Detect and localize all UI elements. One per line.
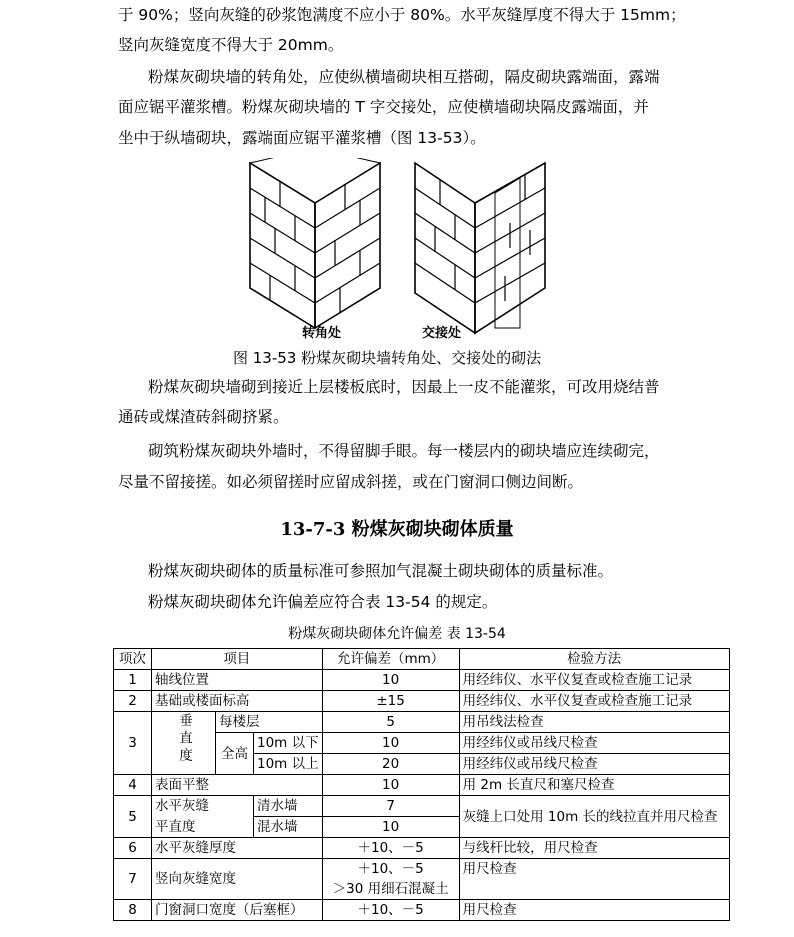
wall-figure — [240, 158, 560, 343]
row-value: 5 — [322, 712, 459, 733]
table-row — [114, 775, 730, 796]
table-header-row — [114, 649, 730, 670]
row-method: 用经纬仪或吊线尺检查 — [459, 754, 729, 775]
section-title: 13-7-3 粉煤灰砌块砌体质量 — [280, 519, 514, 540]
row-subitem: 每楼层 — [216, 712, 323, 733]
row-method: 灰缝上口处用 10m 长的线拉直并用尺检查 — [459, 796, 729, 838]
row-value: ＋10、－5 — [322, 859, 459, 880]
table-row — [114, 900, 730, 921]
table-caption: 粉煤灰砌块砌体允许偏差 表 13-54 — [288, 626, 506, 642]
table-row — [114, 670, 730, 691]
row-no: 7 — [114, 859, 152, 900]
para-line: 坐中于纵墙砌块，露端面应锯平灌浆槽（图 13-53）。 — [118, 129, 486, 147]
figure-label-junction: 交接处 — [422, 326, 462, 341]
row-subitem: 10m 以下 — [254, 733, 323, 754]
row-method: 用吊线法检查 — [459, 712, 729, 733]
figure-caption: 图 13-53 粉煤灰砌块墙转角处、交接处的砌法 — [233, 349, 542, 367]
masonry-illustration — [240, 158, 560, 343]
row-item: 表面平整 — [152, 775, 323, 796]
header-cell: 项目 — [152, 649, 323, 670]
row-subitem: 10m 以上 — [254, 754, 323, 775]
row-value: ±15 — [322, 691, 459, 712]
row-item: 竖向灰缝宽度 — [152, 859, 323, 900]
tolerance-table — [113, 648, 730, 921]
row-method: 用 2m 长直尺和塞尺检查 — [459, 775, 729, 796]
row-group: 水平灰缝 — [152, 796, 254, 817]
row-subgroup: 全高 — [216, 733, 254, 775]
row-group: 平直度 — [152, 817, 254, 838]
header-cell: 检验方法 — [459, 649, 729, 670]
row-subitem: 清水墙 — [254, 796, 323, 817]
row-item: 水平灰缝厚度 — [152, 838, 323, 859]
para-line: 粉煤灰砌块砌体允许偏差应符合表 13-54 的规定。 — [148, 593, 498, 611]
row-no: 1 — [114, 670, 152, 691]
row-item: 基础或楼面标高 — [152, 691, 323, 712]
table-row — [114, 796, 730, 817]
row-method: 用尺检查 — [459, 900, 729, 921]
row-value: 7 — [322, 796, 459, 817]
row-item: 门窗洞口宽度（后塞框） — [152, 900, 323, 921]
group-label: 垂直度 — [176, 713, 192, 766]
table-row — [114, 838, 730, 859]
para-line: 通砖或煤渣砖斜砌挤紧。 — [118, 408, 289, 426]
row-value: 10 — [322, 817, 459, 838]
row-value: 20 — [322, 754, 459, 775]
row-no: 4 — [114, 775, 152, 796]
row-value: ＋10、－5 — [322, 900, 459, 921]
row-no: 8 — [114, 900, 152, 921]
figure-label-corner: 转角处 — [302, 326, 342, 341]
header-cell: 项次 — [114, 649, 152, 670]
header-cell: 允许偏差（mm） — [322, 649, 459, 670]
table-row — [114, 859, 730, 880]
para-line: 粉煤灰砌块墙砌到接近上层楼板底时，因最上一皮不能灌浆，可改用烧结普 — [148, 378, 660, 396]
row-value: 10 — [322, 670, 459, 691]
row-no: 5 — [114, 796, 152, 838]
row-item: 轴线位置 — [152, 670, 323, 691]
row-method: 用尺检查 — [459, 859, 729, 900]
para-line: 竖向灰缝宽度不得大于 20mm。 — [118, 36, 344, 54]
row-value: 10 — [322, 733, 459, 754]
row-value: ＋10、－5 — [322, 838, 459, 859]
row-no: 6 — [114, 838, 152, 859]
para-line: 面应锯平灌浆槽。粉煤灰砌块墙的 T 字交接处，应使横墙砌块隔皮露端面，并 — [118, 98, 649, 116]
para-line: 粉煤灰砌块墙的转角处，应使纵横墙砌块相互搭砌，隔皮砌块露端面，露端 — [148, 68, 660, 86]
row-no: 3 — [114, 712, 152, 775]
row-method: 用经纬仪或吊线尺检查 — [459, 733, 729, 754]
table-row — [114, 691, 730, 712]
row-method: 用经纬仪、水平仪复查或检查施工记录 — [459, 691, 729, 712]
row-method: 用经纬仪、水平仪复查或检查施工记录 — [459, 670, 729, 691]
row-value: ＞30 用细石混凝土 — [322, 879, 459, 900]
row-method: 与线杆比较，用尺检查 — [459, 838, 729, 859]
table-row — [114, 712, 730, 733]
row-group-verticality — [152, 712, 216, 775]
row-value: 10 — [322, 775, 459, 796]
para-line: 砌筑粉煤灰砌块外墙时，不得留脚手眼。每一楼层内的砌块墙应连续砌完， — [148, 442, 660, 460]
para-line: 于 90%；竖向灰缝的砂浆饱满度不应小于 80%。水平灰缝厚度不得大于 15mm； — [118, 6, 686, 24]
para-line: 尽量不留接搓。如必须留搓时应留成斜搓，或在门窗洞口侧边间断。 — [118, 473, 584, 491]
row-subitem: 混水墙 — [254, 817, 323, 838]
para-line: 粉煤灰砌块砌体的质量标准可参照加气混凝土砌块砌体的质量标准。 — [148, 562, 614, 580]
row-no: 2 — [114, 691, 152, 712]
